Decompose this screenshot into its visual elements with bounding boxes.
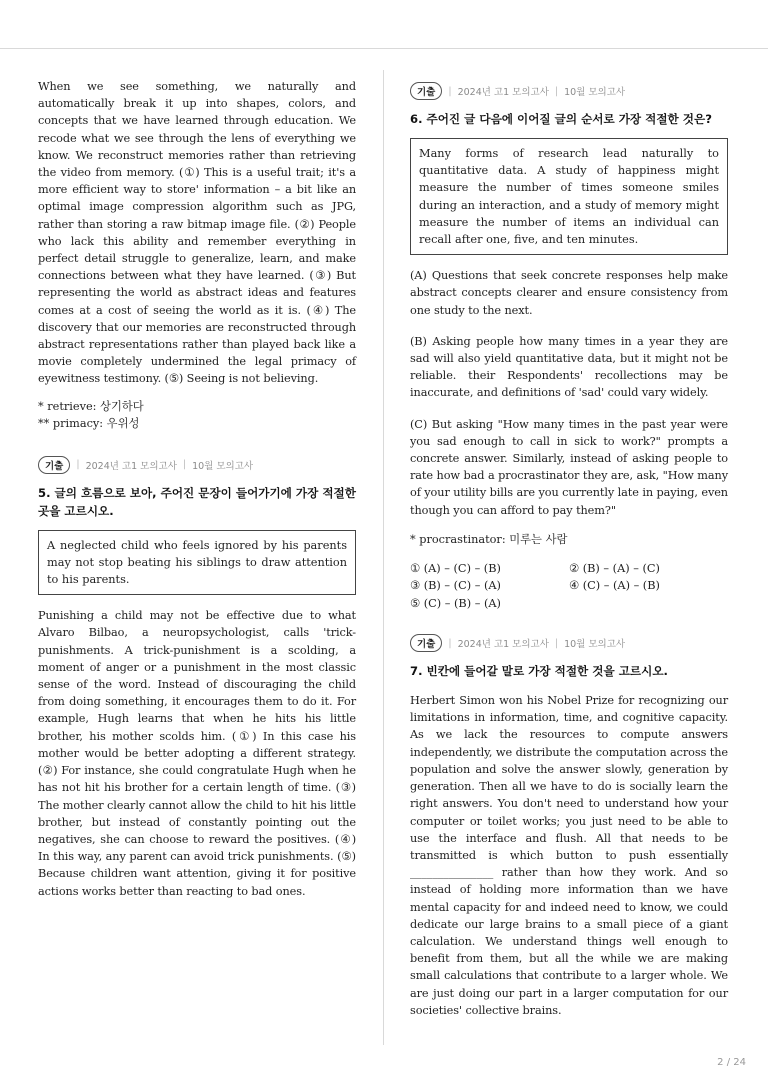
q6-given-passage: Many forms of research lead naturally to quantitative data. A study of happiness might measure the number of times someone smiles during an interaction, and a study of memory might measure the number of items an individual can recall after one, five, and ten minutes. — [410, 138, 728, 255]
q6-note: * procrastinator: 미루는 사람 — [410, 532, 568, 546]
q6-option-2[interactable]: ② (B) – (A) – (C) — [569, 561, 660, 575]
q5-tag: 기출 — [38, 456, 70, 474]
q7-title: 7. 빈칸에 들어갈 말로 가장 적절한 것을 고르시오. — [410, 664, 668, 679]
q6-paragraph-b: (B) Asking people how many times in a year they are sad will also yield quantitative data, but it might not be reliable. their Respondents' recollections may be inaccurate, and definitions of 'sad' could vary widely. — [410, 334, 728, 400]
header-rule — [0, 48, 768, 49]
q5-title: 5. 글의 흐름으로 보아, 주어진 문장이 들어가기에 가장 적절한 곳을 고르시오. — [38, 485, 356, 518]
q5-source-year: 2024년 고1 모의고사 — [85, 460, 177, 472]
q6-option-1[interactable]: ① (A) – (C) – (B) — [410, 561, 501, 575]
q5-passage: Punishing a child may not be effective due to what Alvaro Bilbao, a neuropsychologist, calls 'trick-punishments. A trick-punishment is a scolding, a moment of anger or a punishment in the most classic sense of the word. Instead of discouraging the child from doing something, it encourages them to do it. For example, Hugh learns that when he hits his little brother, his mother scolds him. (①) In this case his mother would be better adopting a different strategy. (②) For instance, she could congratulate Hugh when he has not hit his brother for a certain length of time. (③) The mother clearly cannot allow the child to hit his little brother, but instead of constantly pointing out the negatives, she can choose to reward the positives. (④) In this way, any parent can avoid trick punishments. (⑤) Because children want attention, giving it for positive actions works better than reacting to bad ones. — [38, 609, 356, 898]
q6-option-4[interactable]: ④ (C) – (A) – (B) — [569, 579, 660, 593]
q6-title: 6. 주어진 글 다음에 이어질 글의 순서로 가장 적절한 것은? — [410, 112, 712, 126]
right-column — [410, 82, 728, 1019]
q5-given-sentence: A neglected child who feels ignored by his parents may not stop beating his siblings to draw attention to his parents. — [38, 530, 356, 596]
column-divider — [383, 70, 384, 1045]
left-column — [38, 78, 356, 900]
q6-tag: 기출 — [410, 82, 442, 100]
q5-source: 기출 | 2024년 고1 모의고사 | 10월 모의고사 — [38, 456, 356, 474]
q7-source: 기출 | 2024년 고1 모의고사 | 10월 모의고사 — [410, 634, 728, 652]
q6-option-5[interactable]: ⑤ (C) – (B) – (A) — [410, 596, 501, 610]
q7-source-year: 2024년 고1 모의고사 — [457, 639, 549, 651]
q6-paragraph-a: (A) Questions that seek concrete responses help make abstract concepts clearer and ensure consistency from one study to the next. — [410, 269, 728, 317]
note-primacy: ** primacy: 우위성 — [38, 416, 140, 430]
q6-paragraph-c: (C) But asking "How many times in the past year were you sad enough to call in sick to work?" prompts a concrete answer. Similarly, instead of asking people to rate how bad a procrastinator they are, ask, "How many of your utility bills are you currently late in paying, even though you can afford to pay them?" — [410, 417, 728, 517]
q6-option-3[interactable]: ③ (B) – (C) – (A) — [410, 579, 501, 593]
page-number: 2 / 24 — [717, 1057, 746, 1068]
q6-source-month: 10월 모의고사 — [564, 87, 626, 98]
q5-source-month: 10월 모의고사 — [192, 460, 254, 472]
q7-passage: Herbert Simon won his Nobel Prize for recognizing our limitations in information, time, and cognitive capacity. As we lack the resources to compute answers independently, we distribute the computation across the population and solve the answer slowly, generation by generation. Then all we have to do is socially learn the right answers. You don't need to understand how your computer or toilet works; you just need to be able to use the interface and flush. All that needs to be transmitted is which button to push essentially _______________ rather than how they work. And so instead of holding more information than we have mental capacity for and indeed need to know, we could dedicate our large brains to a small piece of a giant calculation. We understand things well enough to benefit from them, but all the while we are making small calculations that contribute to a larger whole. We are just doing our part in a larger computation for our societies' collective brains. — [410, 694, 728, 1017]
q6-source: 기출 | 2024년 고1 모의고사 | 10월 모의고사 — [410, 82, 728, 100]
note-retrieve: * retrieve: 상기하다 — [38, 399, 144, 413]
q7-tag: 기출 — [410, 634, 442, 652]
q7-source-month: 10월 모의고사 — [564, 639, 626, 651]
intro-notes — [38, 398, 356, 432]
q6-options — [410, 560, 728, 612]
intro-passage: When we see something, we naturally and automatically break it up into shapes, colors, and concepts that we have learned through education. We recode what we see through the lens of everything we know. We reconstruct memories rather than retrieving the video from memory. (①) This is a useful trait; it's a more efficient way to store' information – a bit like an optimal image compression algorithm such as JPG, rather than storing a raw bitmap image file. (②) People who lack this ability and remember everything in perfect detail struggle to generalize, learn, and make connections between what they have learned. (③) But representing the world as abstract ideas and features comes at a cost of seeing the world as it is. (④) The discovery that our memories are reconstructed through abstract representations rather than played back like a movie completely undermined the legal primacy of eyewitness testimony. (⑤) Seeing is not believing. — [38, 80, 356, 386]
q6-source-year: 2024년 고1 모의고사 — [457, 87, 549, 98]
